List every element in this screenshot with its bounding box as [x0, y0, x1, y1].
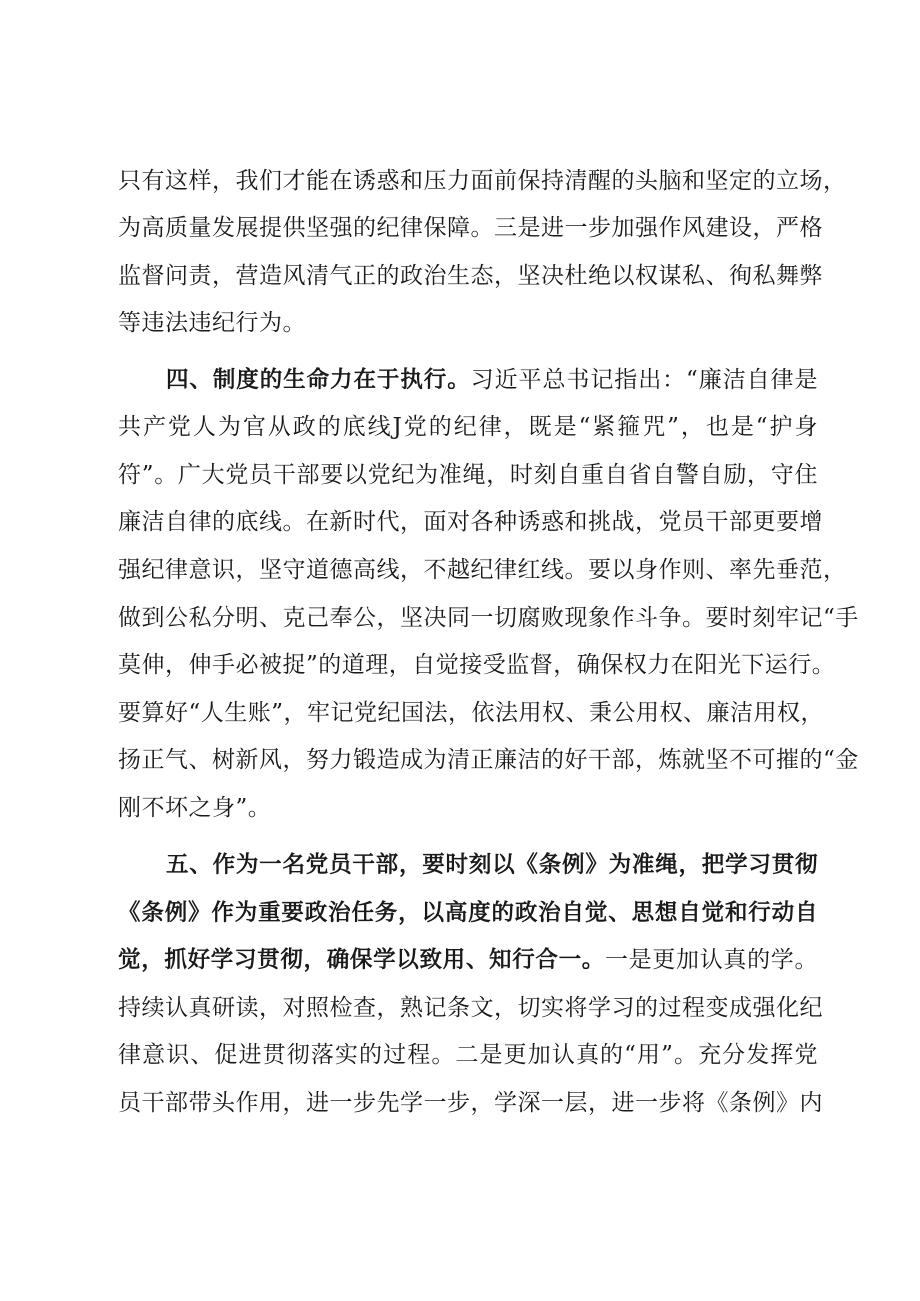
paragraph-line: 等违法违纪行为。	[118, 310, 306, 336]
paragraph-line: 持续认真研读，对照检查，熟记条文，切实将学习的过程变成强化纪	[118, 995, 823, 1021]
paragraph-line: 只有这样，我们才能在诱惑和压力面前保持清醒的头脑和坚定的立场，	[118, 168, 847, 194]
section-five-mixed-line	[118, 945, 818, 975]
paragraph-line: 扬正气、树新风，努力锻造成为清正廉洁的好干部，炼就坚不可摧的“金	[118, 747, 859, 773]
section-five-heading-line: 五、作为一名党员干部，要时刻以《条例》为准绳，把学习贯彻	[166, 852, 818, 878]
paragraph-line: 廉洁自律的底线。在新时代，面对各种诱惑和挑战，党员干部更要增	[118, 509, 823, 535]
paragraph-line: 监督问责，营造风清气正的政治生态，坚决杜绝以权谋私、徇私舞弊	[118, 263, 823, 289]
paragraph-line: 强纪律意识，坚守道德高线，不越纪律红线。要以身作则、率先垂范，	[118, 557, 847, 583]
paragraph-line: 为高质量发展提供坚强的纪律保障。三是进一步加强作风建设，严格	[118, 215, 823, 241]
section-five-text: 一是更加认真的学。	[604, 947, 818, 973]
paragraph-line: 做到公私分明、克己奉公，坚决同一切腐败现象作斗争。要时刻牢记“手	[118, 605, 859, 631]
section-four-text: 习近平总书记指出：“廉洁自律是	[470, 367, 818, 393]
paragraph-line: 符”。广大党员干部要以党纪为准绳，时刻自重自省自警自励，守住	[118, 462, 818, 488]
paragraph-line: 律意识、促进贯彻落实的过程。二是更加认真的“用”。充分发挥党	[118, 1042, 818, 1068]
section-five-heading-end: 觉，抓好学习贯彻，确保学以致用、知行合一。	[118, 947, 605, 973]
section-four-first-line	[166, 365, 818, 395]
paragraph-line: 要算好“人生账”，牢记党纪国法，依法用权、秉公用权、廉洁用权，	[118, 700, 825, 726]
section-four-heading: 四、制度的生命力在于执行。	[166, 367, 471, 393]
paragraph-line: 员干部带头作用，进一步先学一步，学深一层，进一步将《条例》内	[118, 1090, 823, 1116]
paragraph-line: 刚不坏之身”。	[118, 795, 272, 821]
section-five-heading-line: 《条例》作为重要政治任务，以高度的政治自觉、思想自觉和行动自	[118, 900, 818, 926]
paragraph-line: 共产党人为官从政的底线J党的纪律，既是“紧箍咒”，也是“护身	[118, 414, 818, 440]
paragraph-line: 莫伸，伸手必被捉”的道理，自觉接受监督，确保权力在阳光下运行。	[118, 652, 836, 678]
